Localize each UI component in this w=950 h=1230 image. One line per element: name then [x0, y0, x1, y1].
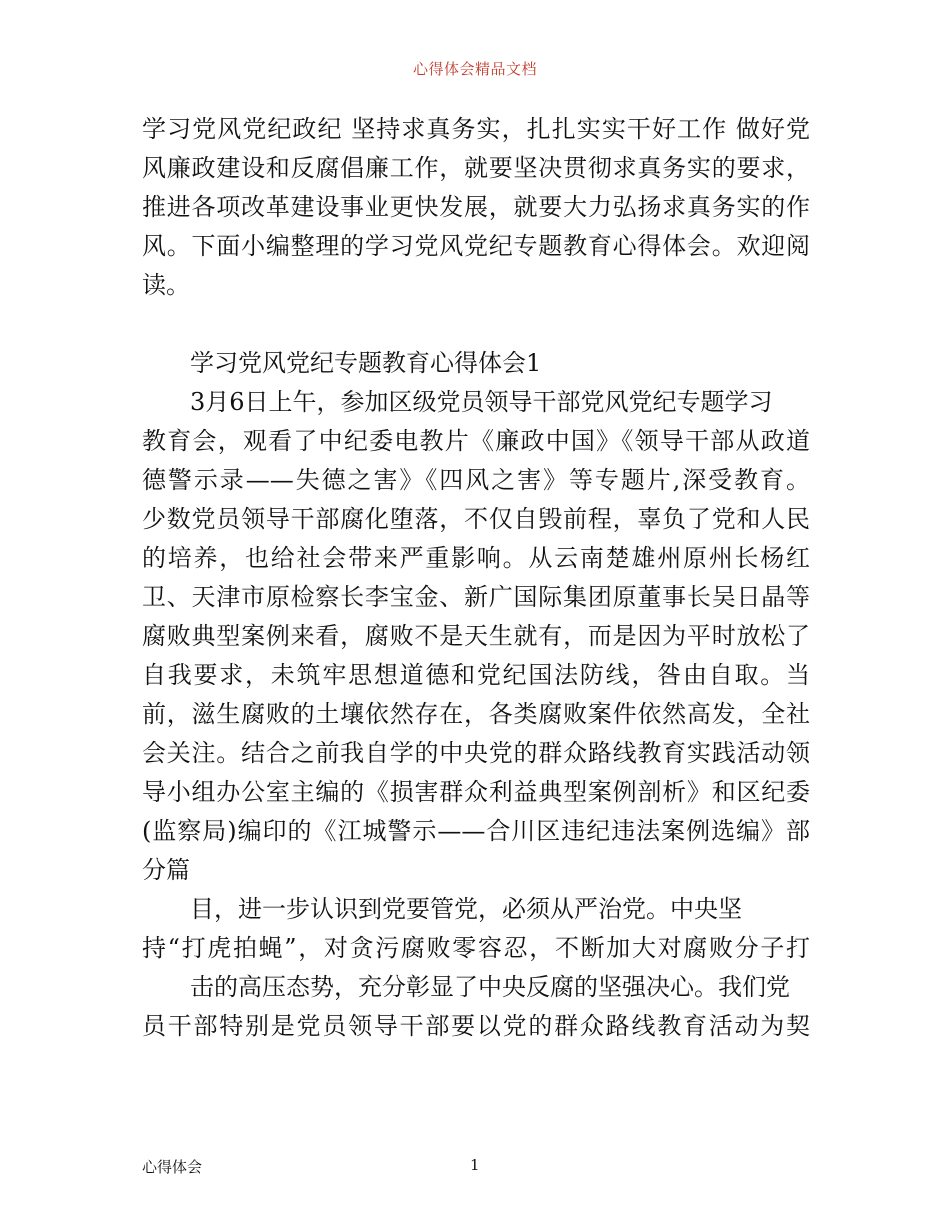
intro-line: 读。	[142, 271, 190, 299]
page-header-title: 心得体会精品文档	[412, 60, 537, 78]
paragraph-line: 目，进一步认识到党要管党，必须从严治党。中央坚	[190, 895, 742, 923]
intro-line: 推进各项改革建设事业更快发展，就要大力弘扬求真务实的作	[142, 193, 810, 221]
paragraph-line: 分篇	[142, 856, 190, 884]
paragraph-line: 导小组办公室主编的《损害群众利益典型案例剖析》和区纪委	[142, 778, 810, 806]
paragraph-line: 腐败典型案例来看，腐败不是天生就有，而是因为平时放松了	[142, 622, 810, 650]
page-number: 1	[470, 1156, 480, 1174]
paragraph-line: 员干部特别是党员领导干部要以党的群众路线教育活动为契	[142, 1012, 810, 1040]
intro-line: 风廉政建设和反腐倡廉工作，就要坚决贯彻求真务实的要求，	[142, 154, 810, 182]
intro-line: 学习党风党纪政纪 坚持求真务实，扎扎实实干好工作 做好党	[142, 115, 810, 143]
paragraph-line: 3月6日上午，参加区级党员领导干部党风党纪专题学习	[190, 388, 773, 416]
paragraph-line: 德警示录——失德之害》《四风之害》等专题片,深受教育。	[142, 466, 810, 494]
section-title: 学习党风党纪专题教育心得体会1	[190, 349, 542, 377]
document-body	[142, 110, 810, 1046]
paragraph-line: 卫、天津市原检察长李宝金、新广国际集团原董事长吴日晶等	[142, 583, 810, 611]
paragraph-line: 自我要求，未筑牢思想道德和党纪国法防线，咎由自取。当	[142, 661, 810, 689]
footer-label: 心得体会	[142, 1158, 203, 1176]
paragraph-line: 前，滋生腐败的土壤依然存在，各类腐败案件依然高发，全社	[142, 700, 810, 728]
paragraph-gap	[142, 305, 810, 344]
paragraph-line: 少数党员领导干部腐化堕落，不仅自毁前程，辜负了党和人民	[142, 505, 810, 533]
paragraph-line: 持“打虎拍蝇”，对贪污腐败零容忍，不断加大对腐败分子打	[142, 934, 810, 962]
paragraph-line: 教育会，观看了中纪委电教片《廉政中国》《领导干部从政道	[142, 427, 810, 455]
paragraph-line: 会关注。结合之前我自学的中央党的群众路线教育实践活动领	[142, 739, 810, 767]
paragraph-line: (监察局)编印的《江城警示——合川区违纪违法案例选编》部	[142, 817, 810, 845]
intro-line: 风。下面小编整理的学习党风党纪专题教育心得体会。欢迎阅	[142, 232, 810, 260]
paragraph-line: 的培养，也给社会带来严重影响。从云南楚雄州原州长杨红	[142, 544, 810, 572]
paragraph-line: 击的高压态势，充分彰显了中央反腐的坚强决心。我们党	[190, 973, 790, 1001]
